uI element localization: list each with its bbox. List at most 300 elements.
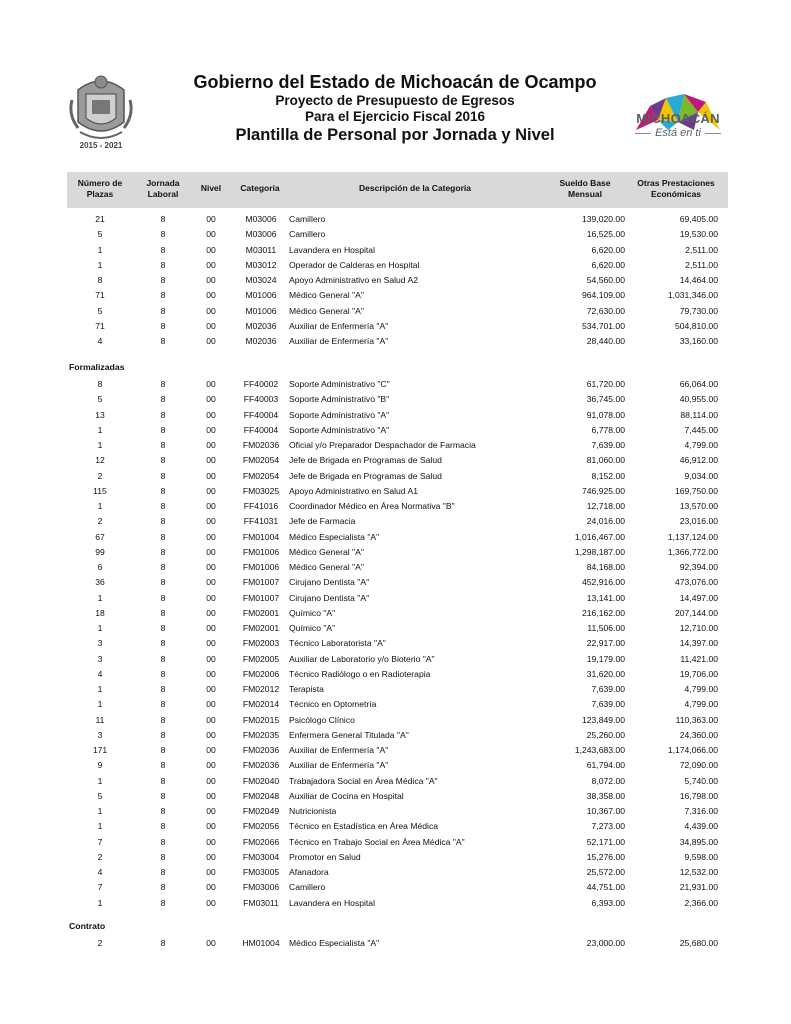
cell-descripcion: Trabajadora Social en Área Médica "A" (289, 775, 438, 786)
cell-plazas: 1 (97, 897, 103, 908)
table-row (0, 453, 791, 468)
cell-otras: 169,750.00 (674, 485, 718, 496)
cell-descripcion: Soporte Administrativo "A" (289, 424, 390, 435)
table-row (0, 713, 791, 728)
cell-plazas: 1 (97, 806, 103, 816)
cell-plazas: 5 (97, 305, 103, 316)
cell-sueldo: 6,620.00 (591, 259, 625, 270)
cell-otras: 12,532.00 (679, 867, 718, 877)
cell-descripcion: Auxiliar de Laboratorio y/o Bioterio "A" (289, 653, 435, 664)
cell-sueldo: 452,916.00 (581, 577, 625, 588)
cell-categoria: FM02054 (242, 455, 280, 466)
table-row (0, 789, 791, 804)
cell-otras: 19,706.00 (679, 668, 718, 679)
cell-otras: 12,710.00 (679, 623, 718, 633)
cell-descripcion: Soporte Administrativo "C" (289, 379, 390, 389)
column-header-sueldo: Sueldo Base Mensual (559, 178, 611, 199)
cell-jornada: 8 (160, 455, 166, 466)
cell-sueldo: 25,572.00 (586, 867, 625, 877)
cell-nivel: 00 (206, 305, 216, 316)
cell-nivel: 00 (206, 760, 216, 771)
cell-plazas: 4 (97, 336, 103, 346)
cell-nivel: 00 (206, 882, 216, 893)
table-row (0, 819, 791, 834)
cell-plazas: 12 (95, 455, 105, 466)
cell-categoria: FM01006 (242, 546, 280, 557)
cell-nivel: 00 (206, 470, 216, 481)
cell-otras: 2,366.00 (684, 897, 718, 908)
table-row (0, 743, 791, 758)
cell-plazas: 1 (97, 592, 103, 603)
cell-jornada: 8 (160, 546, 166, 557)
cell-nivel: 00 (206, 440, 216, 450)
cell-nivel: 00 (206, 424, 216, 435)
cell-jornada: 8 (160, 607, 166, 618)
table-row (0, 835, 791, 850)
cell-categoria: FM03006 (242, 882, 280, 893)
cell-jornada: 8 (160, 714, 166, 725)
cell-descripcion: Jefe de Brigada en Programas de Salud (289, 455, 442, 466)
cell-nivel: 00 (206, 214, 216, 224)
cell-categoria: FM03011 (243, 897, 279, 908)
cell-nivel: 00 (206, 607, 216, 618)
cell-sueldo: 52,171.00 (586, 836, 625, 847)
cell-descripcion: Médico General "A" (289, 562, 364, 572)
cell-sueldo: 1,298,187.00 (574, 546, 625, 557)
cell-descripcion: Técnico en Estadística en Área Médica (289, 821, 439, 832)
cell-categoria: HM01004 (242, 938, 280, 948)
cell-descripcion: Auxiliar de Enfermería "A" (289, 745, 389, 755)
cell-descripcion: Cirujano Dentista "A" (289, 577, 370, 588)
column-header-nivel: Nivel (200, 183, 222, 193)
cell-descripcion: Apoyo Administrativo en Salud A1 (289, 485, 418, 496)
cell-otras: 7,445.00 (684, 424, 718, 435)
cell-descripcion: Técnico en Optometría (289, 699, 377, 710)
cell-otras: 4,799.00 (684, 699, 718, 710)
cell-categoria: FF40003 (243, 394, 279, 405)
cell-categoria: FM02056 (242, 821, 280, 832)
cell-sueldo: 38,358.00 (586, 790, 625, 801)
section-title: Contrato (69, 921, 106, 931)
cell-categoria: M01006 (245, 305, 277, 316)
cell-jornada: 8 (160, 882, 166, 893)
cell-descripcion: Afanadora (289, 867, 329, 877)
cell-nivel: 00 (206, 790, 216, 801)
cell-nivel: 00 (206, 668, 216, 679)
table-row (0, 697, 791, 712)
cell-otras: 504,810.00 (674, 320, 718, 331)
cell-sueldo: 11,506.00 (587, 623, 625, 633)
cell-plazas: 21 (95, 214, 105, 224)
cell-sueldo: 81,060.00 (586, 455, 625, 466)
cell-nivel: 00 (206, 623, 216, 633)
cell-otras: 7,316.00 (684, 806, 718, 816)
table-row (0, 212, 791, 227)
table-row (0, 377, 791, 392)
cell-sueldo: 10,367.00 (586, 806, 625, 816)
cell-descripcion: Promotor en Salud (289, 851, 361, 862)
cell-categoria: FF41031 (243, 516, 279, 527)
cell-sueldo: 61,794.00 (586, 760, 625, 771)
section-title: Formalizadas (69, 362, 125, 372)
cell-descripcion: Técnico en Trabajo Social en Área Médica "A" (289, 836, 465, 847)
cell-nivel: 00 (206, 501, 216, 511)
cell-descripcion: Médico General "A" (289, 290, 364, 301)
table-row (0, 530, 791, 545)
cell-nivel: 00 (206, 229, 216, 240)
cell-jornada: 8 (160, 290, 166, 301)
cell-jornada: 8 (160, 501, 166, 511)
table-row (0, 804, 791, 819)
cell-jornada: 8 (160, 440, 166, 450)
cell-plazas: 3 (97, 729, 103, 740)
cell-plazas: 4 (97, 668, 103, 679)
cell-categoria: FM01007 (242, 577, 280, 588)
cell-otras: 14,497.00 (679, 592, 718, 603)
cell-plazas: 18 (95, 607, 105, 618)
table-row (0, 560, 791, 575)
cell-otras: 1,366,772.00 (667, 546, 718, 557)
cell-plazas: 5 (97, 790, 103, 801)
cell-otras: 4,799.00 (684, 684, 718, 694)
cell-jornada: 8 (160, 790, 166, 801)
cell-descripcion: Médico General "A" (289, 546, 364, 557)
cell-plazas: 71 (95, 290, 105, 301)
cell-plazas: 2 (97, 851, 103, 862)
table-row (0, 545, 791, 560)
table-row (0, 408, 791, 423)
cell-categoria: M02036 (245, 320, 277, 331)
cell-categoria: FM02006 (242, 668, 280, 679)
cell-nivel: 00 (206, 851, 216, 862)
cell-descripcion: Coordinador Médico en Área Normativa "B" (289, 501, 455, 511)
cell-otras: 66,064.00 (679, 379, 718, 389)
table-row (0, 243, 791, 258)
cell-plazas: 1 (97, 244, 103, 255)
cell-otras: 19,530.00 (679, 229, 718, 240)
cell-sueldo: 25,260.00 (586, 729, 625, 740)
cell-sueldo: 8,072.00 (591, 775, 625, 786)
cell-jornada: 8 (160, 653, 166, 664)
cell-descripcion: Médico Especialista "A" (289, 531, 380, 542)
cell-descripcion: Cirujano Dentista "A" (289, 592, 370, 603)
cell-sueldo: 1,243,683.00 (574, 745, 625, 755)
cell-categoria: FM02040 (242, 775, 280, 786)
cell-jornada: 8 (160, 821, 166, 832)
cell-plazas: 1 (97, 440, 103, 450)
cell-jornada: 8 (160, 214, 166, 224)
cell-nivel: 00 (206, 684, 216, 694)
cell-nivel: 00 (206, 259, 216, 270)
cell-plazas: 171 (92, 745, 108, 755)
cell-otras: 33,160.00 (679, 336, 718, 346)
cell-categoria: M03011 (245, 244, 277, 255)
cell-plazas: 99 (95, 546, 105, 557)
cell-categoria: FM01004 (242, 531, 280, 542)
cell-otras: 16,798.00 (679, 790, 718, 801)
column-header-jornada: Jornada Laboral (146, 178, 180, 199)
table-row (0, 621, 791, 636)
cell-jornada: 8 (160, 320, 166, 331)
cell-sueldo: 6,778.00 (591, 424, 625, 435)
cell-sueldo: 91,078.00 (586, 409, 625, 420)
cell-jornada: 8 (160, 424, 166, 435)
cell-otras: 14,397.00 (679, 638, 718, 649)
cell-otras: 72,090.00 (679, 760, 718, 771)
cell-descripcion: Jefe de Farmacia (289, 516, 356, 527)
table-row (0, 774, 791, 789)
cell-otras: 11,421.00 (680, 653, 718, 664)
cell-plazas: 8 (97, 379, 103, 389)
table-row (0, 273, 791, 288)
table-row (0, 682, 791, 697)
cell-jornada: 8 (160, 336, 166, 346)
cell-otras: 1,031,346.00 (667, 290, 718, 301)
cell-categoria: FM03025 (242, 485, 280, 496)
cell-nivel: 00 (206, 699, 216, 710)
cell-jornada: 8 (160, 699, 166, 710)
cell-descripcion: Psicólogo Clínico (289, 714, 355, 725)
cell-descripcion: Soporte Administrativo "B" (289, 394, 390, 405)
cell-nivel: 00 (206, 409, 216, 420)
cell-descripcion: Jefe de Brigada en Programas de Salud (289, 470, 442, 481)
column-header-descripcion: Descripción de la Categoría (359, 183, 471, 193)
cell-otras: 25,680.00 (679, 938, 718, 948)
cell-sueldo: 44,751.00 (586, 882, 625, 893)
page-subtitle-3: Plantilla de Personal por Jornada y Nivel (235, 126, 555, 144)
table-row (0, 896, 791, 911)
cell-plazas: 2 (97, 938, 103, 948)
cell-nivel: 00 (206, 821, 216, 832)
cell-descripcion: Terapista (289, 684, 324, 694)
table-row (0, 334, 791, 349)
cell-plazas: 71 (95, 320, 105, 331)
cell-sueldo: 139,020.00 (581, 214, 625, 224)
cell-nivel: 00 (206, 775, 216, 786)
cell-sueldo: 31,620.00 (586, 668, 625, 679)
cell-sueldo: 746,925.00 (581, 485, 625, 496)
cell-categoria: FM01006 (242, 562, 280, 572)
cell-plazas: 11 (95, 714, 105, 725)
cell-nivel: 00 (206, 394, 216, 405)
table-row (0, 728, 791, 743)
cell-plazas: 3 (97, 638, 103, 649)
cell-sueldo: 7,273.00 (591, 821, 625, 832)
cell-descripcion: Auxiliar de Enfermería "A" (289, 760, 389, 771)
column-header-categoria: Categoría (240, 183, 280, 193)
cell-otras: 9,034.00 (684, 470, 718, 481)
cell-categoria: FM02001 (242, 607, 280, 618)
cell-nivel: 00 (206, 897, 216, 908)
cell-categoria: FM02054 (242, 470, 280, 481)
cell-sueldo: 7,639.00 (591, 440, 625, 450)
table-row (0, 438, 791, 453)
cell-categoria: FM03004 (242, 851, 280, 862)
cell-sueldo: 13,141.00 (586, 592, 625, 603)
table-row (0, 636, 791, 651)
cell-categoria: FM02036 (242, 760, 280, 771)
cell-jornada: 8 (160, 305, 166, 316)
cell-jornada: 8 (160, 668, 166, 679)
cell-nivel: 00 (206, 577, 216, 588)
cell-sueldo: 84,168.00 (586, 562, 625, 572)
cell-plazas: 5 (97, 229, 103, 240)
cell-jornada: 8 (160, 760, 166, 771)
cell-jornada: 8 (160, 379, 166, 389)
brand-name: MICHOACÁN (636, 111, 720, 126)
cell-otras: 2,511.00 (685, 259, 718, 270)
cell-plazas: 1 (97, 501, 103, 511)
cell-jornada: 8 (160, 806, 166, 816)
cell-jornada: 8 (160, 729, 166, 740)
cell-jornada: 8 (160, 470, 166, 481)
cell-nivel: 00 (206, 714, 216, 725)
cell-plazas: 8 (97, 275, 103, 285)
cell-sueldo: 7,639.00 (591, 684, 625, 694)
cell-jornada: 8 (160, 275, 166, 285)
cell-sueldo: 7,639.00 (591, 699, 625, 710)
cell-sueldo: 534,701.00 (581, 320, 625, 331)
table-row (0, 514, 791, 529)
seal-years: 2015 - 2021 (79, 141, 123, 150)
table-row (0, 469, 791, 484)
cell-descripcion: Camillero (289, 229, 326, 240)
cell-plazas: 67 (95, 531, 105, 542)
cell-categoria: FF40004 (243, 409, 279, 420)
cell-nivel: 00 (206, 379, 216, 389)
cell-nivel: 00 (206, 745, 216, 755)
cell-otras: 92,394.00 (679, 562, 718, 572)
cell-sueldo: 6,620.00 (591, 244, 625, 255)
cell-categoria: FM02036 (242, 745, 280, 755)
cell-plazas: 2 (97, 516, 103, 527)
cell-plazas: 9 (97, 760, 103, 771)
cell-sueldo: 19,179.00 (586, 653, 625, 664)
cell-plazas: 13 (95, 409, 105, 420)
table-row (0, 304, 791, 319)
cell-nivel: 00 (206, 592, 216, 603)
cell-jornada: 8 (160, 851, 166, 862)
table-row (0, 288, 791, 303)
cell-descripcion: Lavandera en Hospital (289, 897, 375, 908)
cell-otras: 207,144.00 (674, 607, 718, 618)
cell-nivel: 00 (206, 336, 216, 346)
cell-descripcion: Auxiliar de Cocina en Hospital (289, 790, 404, 801)
cell-sueldo: 36,745.00 (586, 394, 625, 405)
cell-plazas: 7 (97, 882, 103, 893)
table-row (0, 423, 791, 438)
cell-nivel: 00 (206, 562, 216, 572)
cell-descripcion: Oficial y/o Preparador Despachador de Farmacia (289, 440, 476, 450)
cell-sueldo: 61,720.00 (586, 379, 625, 389)
cell-nivel: 00 (206, 638, 216, 649)
cell-plazas: 3 (97, 653, 103, 664)
cell-jornada: 8 (160, 259, 166, 270)
cell-otras: 21,931.00 (679, 882, 718, 893)
cell-nivel: 00 (206, 806, 216, 816)
table-row (0, 575, 791, 590)
cell-categoria: M03006 (245, 214, 277, 224)
cell-jornada: 8 (160, 745, 166, 755)
cell-nivel: 00 (206, 485, 216, 496)
cell-descripcion: Lavandera en Hospital (289, 244, 375, 255)
cell-sueldo: 54,560.00 (586, 275, 625, 285)
cell-sueldo: 216,162.00 (581, 607, 625, 618)
cell-jornada: 8 (160, 562, 166, 572)
cell-categoria: FM02015 (242, 714, 280, 725)
column-header-otras: Otras Prestaciones Económicas (637, 178, 715, 199)
cell-descripcion: Nutricionista (289, 806, 337, 816)
cell-sueldo: 28,440.00 (586, 336, 625, 346)
cell-categoria: FF40002 (243, 379, 279, 389)
cell-categoria: M03012 (245, 259, 277, 270)
cell-plazas: 4 (97, 867, 103, 877)
cell-nivel: 00 (206, 455, 216, 466)
cell-plazas: 1 (97, 684, 103, 694)
cell-categoria: FM02066 (242, 836, 280, 847)
cell-otras: 69,405.00 (679, 214, 718, 224)
cell-jornada: 8 (160, 775, 166, 786)
cell-sueldo: 23,000.00 (586, 938, 625, 948)
page-subtitle-2: Para el Ejercicio Fiscal 2016 (304, 109, 486, 124)
cell-plazas: 1 (97, 259, 103, 270)
cell-descripcion: Técnico Radiólogo o en Radioterapia (289, 668, 431, 679)
cell-categoria: FM02003 (242, 638, 280, 649)
cell-descripcion: Químico "A" (289, 607, 336, 618)
cell-nivel: 00 (206, 275, 216, 285)
cell-categoria: FM02001 (242, 623, 280, 633)
cell-otras: 1,174,066.00 (667, 745, 718, 755)
cell-descripcion: Soporte Administrativo "A" (289, 409, 390, 420)
cell-plazas: 1 (97, 775, 103, 786)
cell-nivel: 00 (206, 546, 216, 557)
cell-jornada: 8 (160, 592, 166, 603)
cell-jornada: 8 (160, 516, 166, 527)
cell-otras: 79,730.00 (679, 305, 718, 316)
cell-descripcion: Enfermera General Titulada "A" (289, 729, 409, 740)
cell-sueldo: 22,917.00 (586, 638, 625, 649)
cell-jornada: 8 (160, 531, 166, 542)
cell-descripcion: Médico Especialista "A" (289, 938, 380, 948)
cell-otras: 1,137,124.00 (667, 531, 718, 542)
cell-categoria: FM01007 (242, 592, 280, 603)
cell-plazas: 6 (97, 562, 103, 572)
cell-plazas: 36 (95, 577, 105, 588)
cell-plazas: 1 (97, 699, 103, 710)
cell-nivel: 00 (206, 867, 216, 877)
cell-otras: 110,363.00 (675, 714, 718, 725)
table-row (0, 591, 791, 606)
cell-otras: 4,439.00 (684, 821, 718, 832)
cell-jornada: 8 (160, 623, 166, 633)
cell-jornada: 8 (160, 577, 166, 588)
cell-descripcion: Apoyo Administrativo en Salud A2 (289, 275, 418, 285)
cell-categoria: M01006 (245, 290, 277, 301)
cell-descripcion: Auxiliar de Enfermería "A" (289, 320, 389, 331)
cell-sueldo: 24,016.00 (586, 516, 625, 527)
cell-descripcion: Camillero (289, 214, 326, 224)
cell-sueldo: 15,276.00 (586, 851, 625, 862)
cell-otras: 40,955.00 (679, 394, 718, 405)
cell-otras: 13,570.00 (679, 501, 718, 511)
table-row (0, 499, 791, 514)
cell-otras: 88,114.00 (680, 409, 718, 420)
cell-descripcion: Auxiliar de Enfermería "A" (289, 336, 389, 346)
table-row (0, 258, 791, 273)
cell-sueldo: 72,630.00 (586, 305, 625, 316)
cell-sueldo: 1,016,467.00 (574, 531, 625, 542)
cell-plazas: 1 (97, 821, 103, 832)
